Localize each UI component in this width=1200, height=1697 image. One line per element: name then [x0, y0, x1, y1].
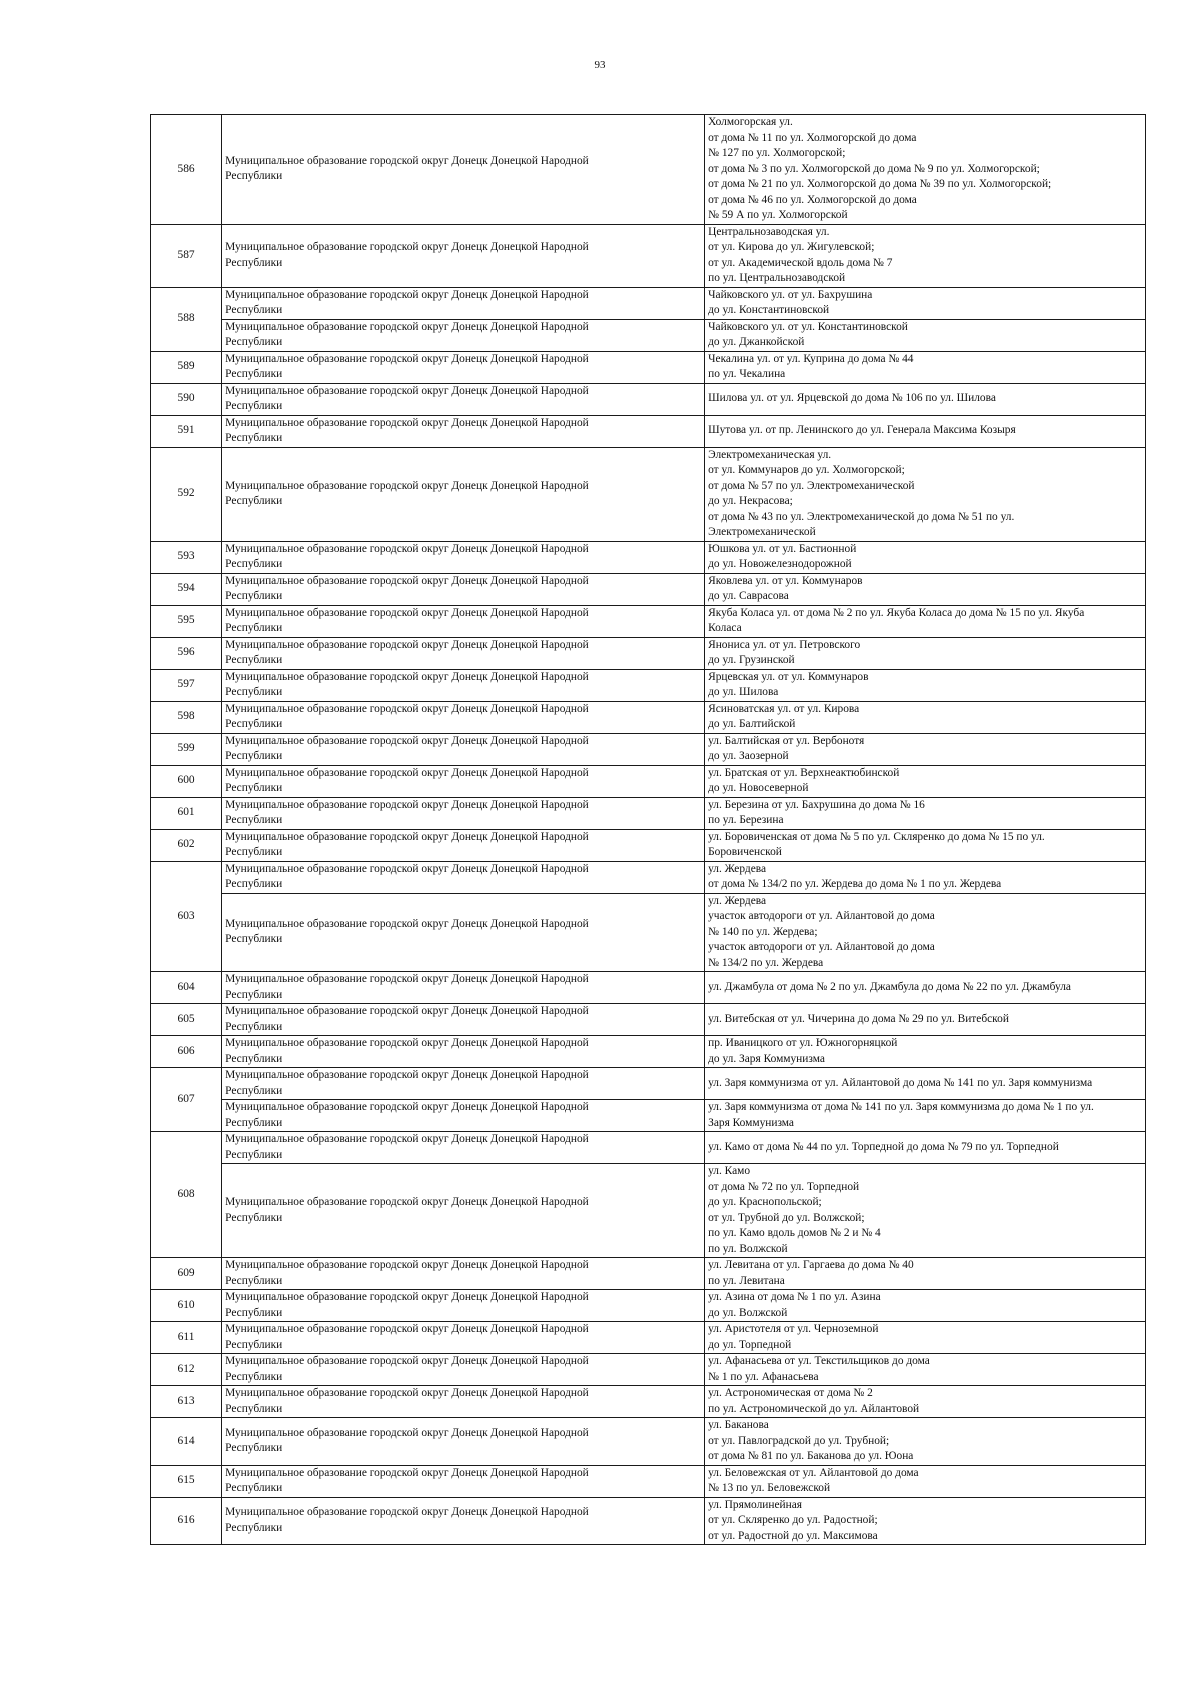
street-description-line: до ул. Грузинской — [708, 654, 795, 666]
street-description-cell — [705, 1497, 1146, 1545]
row-number: 611 — [151, 1322, 222, 1354]
municipality-line: Муниципальное образование городской округ Донецк Донецкой Народной — [225, 241, 589, 253]
page-number: 93 — [594, 59, 606, 71]
street-description-cell — [705, 115, 1146, 225]
table-row — [151, 415, 1146, 447]
street-description-line: по ул. Астрономической до ул. Айлантовой — [708, 1402, 920, 1415]
municipality-line: Республики — [225, 256, 283, 269]
street-description-cell — [705, 1132, 1146, 1164]
row-number: 598 — [151, 701, 222, 733]
street-description-line: Шилова ул. от ул. Ярцевской до дома № 106 по ул. Шилова — [708, 392, 996, 405]
municipality-line: Республики — [225, 170, 283, 183]
street-description-cell — [705, 701, 1146, 733]
street-description-line: ул. Боровиченская от дома № 5 по ул. Скляренко до дома № 15 по ул. — [708, 830, 1045, 843]
municipality-line: Республики — [225, 988, 283, 1001]
street-description-line: от ул. Павлоградской до ул. Трубной; — [708, 1434, 890, 1447]
municipality-line: Республики — [225, 622, 283, 634]
row-number: 616 — [151, 1497, 222, 1545]
street-description-line: от дома № 21 по ул. Холмогорской до дома № 39 по ул. Холмогорской; — [708, 178, 1052, 190]
row-number: 606 — [151, 1036, 222, 1068]
row-number: 597 — [151, 669, 222, 701]
table-row — [151, 1322, 1146, 1354]
municipality-cell — [222, 1465, 705, 1497]
street-description-line: № 59 А по ул. Холмогорской — [708, 209, 848, 221]
municipality-line: Республики — [225, 1338, 283, 1351]
street-description-line: ул. Заря коммунизма от ул. Айлантовой до дома № 141 по ул. Заря коммунизма — [708, 1076, 1093, 1089]
street-description-line: ул. Баканова — [708, 1419, 769, 1431]
municipality-line: Муниципальное образование городской округ Донецк Донецкой Народной — [225, 1196, 589, 1208]
table-row — [151, 541, 1146, 573]
street-description-cell — [705, 447, 1146, 541]
table-row — [151, 1100, 1146, 1132]
street-description-line: до ул. Шилова — [708, 686, 779, 698]
street-description-line: по ул. Левитана — [708, 1274, 785, 1287]
street-description-cell — [705, 1322, 1146, 1354]
table-row — [151, 829, 1146, 861]
street-description-line: ул. Заря коммунизма от дома № 141 по ул. Заря коммунизма до дома № 1 по ул. — [708, 1101, 1094, 1113]
municipality-cell — [222, 1418, 705, 1466]
street-description-line: ул. Витебская от ул. Чичерина до дома № 29 по ул. Витебской — [708, 1012, 1009, 1025]
street-description-cell — [705, 1290, 1146, 1322]
street-description-line: от ул. Трубной до ул. Волжской; — [708, 1211, 865, 1224]
municipality-cell — [222, 1132, 705, 1164]
municipality-line: Республики — [225, 1052, 283, 1065]
row-number: 608 — [151, 1132, 222, 1258]
street-description-line: ул. Братская от ул. Верхнеактюбинской — [708, 766, 900, 779]
municipality-line: Республики — [225, 1084, 283, 1097]
street-description-line: Ясиноватская ул. от ул. Кирова — [708, 702, 860, 715]
street-description-line: ул. Камо — [708, 1165, 751, 1177]
street-description-line: от ул. Коммунаров до ул. Холмогорской; — [708, 464, 905, 476]
row-number: 613 — [151, 1386, 222, 1418]
municipality-line: Республики — [225, 400, 283, 412]
municipality-line: Муниципальное образование городской округ Донецк Донецкой Народной — [225, 1355, 589, 1367]
street-description-line: участок автодороги от ул. Айлантовой до дома — [708, 941, 935, 953]
table-row — [151, 1036, 1146, 1068]
street-description-line: Чайковского ул. от ул. Константиновской — [708, 320, 908, 333]
municipality-line: Республики — [225, 782, 283, 794]
street-description-line: до ул. Саврасова — [708, 590, 789, 602]
municipality-line: Республики — [225, 1020, 283, 1033]
municipality-cell — [222, 797, 705, 829]
municipality-cell — [222, 861, 705, 893]
table-row — [151, 1354, 1146, 1386]
row-number: 612 — [151, 1354, 222, 1386]
municipality-cell — [222, 605, 705, 637]
municipality-line: Республики — [225, 1148, 283, 1161]
table-row — [151, 1004, 1146, 1036]
municipality-cell — [222, 1354, 705, 1386]
row-number: 593 — [151, 541, 222, 573]
row-number: 615 — [151, 1465, 222, 1497]
table-row — [151, 733, 1146, 765]
row-number: 595 — [151, 605, 222, 637]
municipality-line: Муниципальное образование городской округ Донецк Донецкой Народной — [225, 917, 589, 930]
row-number: 592 — [151, 447, 222, 541]
municipality-line: Муниципальное образование городской округ Донецк Донецкой Народной — [225, 1387, 589, 1399]
street-description-line: участок автодороги от ул. Айлантовой до дома — [708, 910, 935, 922]
street-description-cell — [705, 861, 1146, 893]
municipality-line: Муниципальное образование городской округ Донецк Донецкой Народной — [225, 798, 589, 811]
street-description-line: от ул. Кирова до ул. Жигулевской; — [708, 241, 875, 253]
municipality-line: Муниципальное образование городской округ Донецк Донецкой Народной — [225, 606, 589, 619]
street-description-line: ул. Прямолинейная — [708, 1498, 803, 1511]
street-description-line: от дома № 134/2 по ул. Жердева до дома № 1 по ул. Жердева — [708, 878, 1002, 890]
table-row — [151, 797, 1146, 829]
street-description-cell — [705, 605, 1146, 637]
street-description-line: Чекалина ул. от ул. Куприна до дома № 44 — [708, 352, 914, 365]
street-description-cell — [705, 415, 1146, 447]
municipality-cell — [222, 415, 705, 447]
row-number: 591 — [151, 415, 222, 447]
street-description-line: Заря Коммунизма — [708, 1116, 794, 1129]
street-description-cell — [705, 541, 1146, 573]
table-row — [151, 637, 1146, 669]
street-description-line: Чайковского ул. от ул. Бахрушина — [708, 288, 873, 301]
table-row — [151, 893, 1146, 972]
municipality-cell — [222, 1322, 705, 1354]
municipality-line: Республики — [225, 590, 283, 602]
street-description-cell — [705, 1164, 1146, 1258]
street-description-line: до ул. Константиновской — [708, 304, 830, 316]
street-description-cell — [705, 637, 1146, 669]
street-description-line: ул. Жердева — [708, 862, 767, 875]
row-number: 594 — [151, 573, 222, 605]
row-number: 600 — [151, 765, 222, 797]
table-row — [151, 972, 1146, 1004]
street-description-line: до ул. Волжской — [708, 1306, 788, 1319]
municipality-line: Муниципальное образование городской округ Донецк Донецкой Народной — [225, 384, 589, 397]
street-description-line: до ул. Заозерной — [708, 750, 789, 762]
row-number: 614 — [151, 1418, 222, 1466]
street-description-line: ул. Азина от дома № 1 по ул. Азина — [708, 1291, 881, 1303]
table-row — [151, 1465, 1146, 1497]
row-number: 604 — [151, 972, 222, 1004]
street-description-line: до ул. Некрасова; — [708, 495, 793, 507]
municipality-line: Муниципальное образование городской округ Донецк Донецкой Народной — [225, 320, 589, 333]
street-description-line: от дома № 11 по ул. Холмогорской до дома — [708, 131, 917, 144]
table-row — [151, 1290, 1146, 1322]
municipality-cell — [222, 1497, 705, 1545]
municipality-line: Республики — [225, 718, 283, 730]
street-description-line: до ул. Заря Коммунизма — [708, 1052, 825, 1065]
street-description-line: по ул. Чекалина — [708, 368, 786, 380]
municipality-cell — [222, 1386, 705, 1418]
municipality-line: Республики — [225, 495, 283, 507]
table-row — [151, 383, 1146, 415]
street-description-line: Центральнозаводская ул. — [708, 225, 830, 238]
row-number: 601 — [151, 797, 222, 829]
street-description-line: до ул. Краснопольской; — [708, 1196, 822, 1208]
street-description-line: по ул. Центральнозаводской — [708, 272, 846, 284]
municipality-line: Муниципальное образование городской округ Донецк Донецкой Народной — [225, 862, 589, 875]
municipality-line: Муниципальное образование городской округ Донецк Донецкой Народной — [225, 288, 589, 301]
street-description-line: Юшкова ул. от ул. Бастионной — [708, 542, 857, 555]
municipality-line: Муниципальное образование городской округ Донецк Донецкой Народной — [225, 542, 589, 555]
street-description-line: по ул. Березина — [708, 814, 784, 826]
street-description-cell — [705, 1258, 1146, 1290]
table-body — [151, 115, 1146, 1545]
street-description-line: ул. Жердева — [708, 894, 767, 907]
municipality-cell — [222, 1068, 705, 1100]
municipality-line: Муниципальное образование городской округ Донецк Донецкой Народной — [225, 479, 589, 492]
municipality-line: Муниципальное образование городской округ Донецк Донецкой Народной — [225, 1259, 589, 1271]
municipality-cell — [222, 1036, 705, 1068]
municipality-line: Республики — [225, 1402, 283, 1415]
municipality-line: Муниципальное образование городской округ Донецк Донецкой Народной — [225, 638, 589, 651]
street-description-cell — [705, 1465, 1146, 1497]
table-row — [151, 1132, 1146, 1164]
municipality-line: Муниципальное образование городской округ Донецк Донецкой Народной — [225, 830, 589, 843]
municipality-cell — [222, 351, 705, 383]
street-description-line: ул. Беловежская от ул. Айлантовой до дома — [708, 1466, 919, 1479]
municipality-line: Муниципальное образование городской округ Донецк Донецкой Народной — [225, 416, 589, 429]
municipality-line: Республики — [225, 1482, 283, 1494]
street-description-cell — [705, 319, 1146, 351]
street-description-cell — [705, 669, 1146, 701]
street-description-cell — [705, 287, 1146, 319]
street-description-line: по ул. Камо вдоль домов № 2 и № 4 — [708, 1227, 881, 1239]
street-description-line: по ул. Волжской — [708, 1242, 788, 1255]
street-description-line: № 13 по ул. Беловежской — [708, 1482, 831, 1494]
table-row — [151, 1386, 1146, 1418]
municipality-line: Республики — [225, 336, 283, 348]
street-description-line: Ярцевская ул. от ул. Коммунаров — [708, 670, 869, 683]
street-description-line: от дома № 81 по ул. Баканова до ул. Юона — [708, 1450, 914, 1462]
street-description-cell — [705, 972, 1146, 1004]
street-description-cell — [705, 351, 1146, 383]
municipality-cell — [222, 573, 705, 605]
street-description-cell — [705, 573, 1146, 605]
municipality-line: Муниципальное образование городской округ Донецк Донецкой Народной — [225, 1101, 589, 1113]
street-description-line: до ул. Джанкойской — [708, 336, 805, 348]
municipality-line: Муниципальное образование городской округ Донецк Донецкой Народной — [225, 1133, 589, 1145]
municipality-line: Республики — [225, 1306, 283, 1319]
municipality-cell — [222, 319, 705, 351]
municipality-line: Республики — [225, 1274, 283, 1287]
street-description-line: Янониса ул. от ул. Петровского — [708, 638, 861, 651]
municipality-cell — [222, 1004, 705, 1036]
street-description-cell — [705, 1004, 1146, 1036]
row-number: 602 — [151, 829, 222, 861]
municipality-line: Муниципальное образование городской округ Донецк Донецкой Народной — [225, 734, 589, 747]
municipality-cell — [222, 1290, 705, 1322]
street-description-line: от дома № 72 по ул. Торпедной — [708, 1180, 860, 1193]
municipality-cell — [222, 1164, 705, 1258]
table-row — [151, 1497, 1146, 1545]
municipality-line: Республики — [225, 1521, 283, 1534]
street-description-line: ул. Левитана от ул. Гаргаева до дома № 40 — [708, 1259, 914, 1271]
table-row — [151, 447, 1146, 541]
municipality-cell — [222, 115, 705, 225]
street-description-line: ул. Афанасьева от ул. Текстильщиков до дома — [708, 1355, 930, 1367]
municipality-cell — [222, 893, 705, 972]
row-number: 607 — [151, 1068, 222, 1132]
row-number: 590 — [151, 383, 222, 415]
municipality-line: Муниципальное образование городской округ Донецк Донецкой Народной — [225, 1466, 589, 1479]
municipality-line: Республики — [225, 933, 283, 946]
table-row — [151, 1068, 1146, 1100]
street-description-line: № 134/2 по ул. Жердева — [708, 956, 824, 969]
table-row — [151, 765, 1146, 797]
street-description-cell — [705, 1100, 1146, 1132]
table-row — [151, 115, 1146, 225]
street-description-line: ул. Камо от дома № 44 по ул. Торпедной до дома № 79 по ул. Торпедной — [708, 1140, 1059, 1153]
municipality-line: Муниципальное образование городской округ Донецк Донецкой Народной — [225, 154, 589, 167]
street-description-line: Якуба Коласа ул. от дома № 2 по ул. Якуба Коласа до дома № 15 по ул. Якуба — [708, 606, 1085, 619]
municipality-line: Муниципальное образование городской округ Донецк Донецкой Народной — [225, 1426, 589, 1439]
street-description-cell — [705, 797, 1146, 829]
table-row — [151, 224, 1146, 287]
street-description-line: от ул. Академической вдоль дома № 7 — [708, 256, 893, 269]
table-row — [151, 1258, 1146, 1290]
table-row — [151, 1418, 1146, 1466]
municipality-line: Республики — [225, 1211, 283, 1224]
street-description-line: Шутова ул. от пр. Ленинского до ул. Генерала Максима Козыря — [708, 424, 1016, 437]
street-description-cell — [705, 1036, 1146, 1068]
street-description-cell — [705, 765, 1146, 797]
municipality-line: Муниципальное образование городской округ Донецк Донецкой Народной — [225, 702, 589, 715]
municipality-cell — [222, 287, 705, 319]
street-description-line: от дома № 46 по ул. Холмогорской до дома — [708, 193, 917, 206]
street-description-line: ул. Березина от ул. Бахрушина до дома № 16 — [708, 798, 925, 811]
street-description-line: Боровиченской — [708, 846, 782, 858]
municipality-cell — [222, 829, 705, 861]
municipality-line: Республики — [225, 846, 283, 858]
street-description-cell — [705, 224, 1146, 287]
streets-table — [150, 114, 1146, 1545]
municipality-line: Республики — [225, 814, 283, 826]
municipality-cell — [222, 765, 705, 797]
street-description-line: Яковлева ул. от ул. Коммунаров — [708, 574, 863, 587]
table-row — [151, 319, 1146, 351]
row-number: 599 — [151, 733, 222, 765]
municipality-line: Муниципальное образование городской округ Донецк Донецкой Народной — [225, 574, 589, 587]
street-description-cell — [705, 1386, 1146, 1418]
municipality-line: Муниципальное образование городской округ Донецк Донецкой Народной — [225, 352, 589, 365]
row-number: 610 — [151, 1290, 222, 1322]
street-description-cell — [705, 383, 1146, 415]
street-description-line: от дома № 3 по ул. Холмогорской до дома № 9 по ул. Холмогорской; — [708, 162, 1040, 175]
street-description-line: до ул. Балтийской — [708, 718, 796, 730]
street-description-line: ул. Балтийская от ул. Вербонотя — [708, 734, 865, 747]
municipality-line: Муниципальное образование городской округ Донецк Донецкой Народной — [225, 1037, 589, 1049]
street-description-line: от дома № 43 по ул. Электромеханической до дома № 51 по ул. — [708, 510, 1015, 523]
table-row — [151, 605, 1146, 637]
street-description-cell — [705, 1418, 1146, 1466]
table-row — [151, 351, 1146, 383]
street-description-line: № 140 по ул. Жердева; — [708, 925, 818, 938]
municipality-cell — [222, 669, 705, 701]
municipality-line: Республики — [225, 1116, 283, 1129]
street-description-line: Холмогорская ул. — [708, 116, 793, 128]
municipality-line: Республики — [225, 1442, 283, 1455]
municipality-line: Республики — [225, 750, 283, 762]
row-number: 603 — [151, 861, 222, 972]
street-description-cell — [705, 1068, 1146, 1100]
table-row — [151, 573, 1146, 605]
municipality-cell — [222, 637, 705, 669]
street-description-line: от ул. Радостной до ул. Максимова — [708, 1529, 878, 1542]
table-row — [151, 669, 1146, 701]
row-number: 588 — [151, 287, 222, 351]
street-description-line: ул. Джамбула от дома № 2 по ул. Джамбула до дома № 22 по ул. Джамбула — [708, 980, 1071, 993]
municipality-line: Республики — [225, 686, 283, 698]
row-number: 605 — [151, 1004, 222, 1036]
municipality-line: Республики — [225, 878, 283, 890]
street-description-line: до ул. Новожелезнодорожной — [708, 558, 852, 570]
municipality-line: Республики — [225, 368, 283, 380]
table-row — [151, 1164, 1146, 1258]
row-number: 589 — [151, 351, 222, 383]
street-description-line: от дома № 57 по ул. Электромеханической — [708, 479, 915, 492]
municipality-line: Муниципальное образование городской округ Донецк Донецкой Народной — [225, 1069, 589, 1081]
street-description-line: до ул. Торпедной — [708, 1338, 792, 1351]
municipality-line: Муниципальное образование городской округ Донецк Донецкой Народной — [225, 1005, 589, 1017]
row-number: 586 — [151, 115, 222, 225]
municipality-line: Республики — [225, 432, 283, 444]
street-description-line: ул. Астрономическая от дома № 2 — [708, 1387, 873, 1399]
municipality-line: Муниципальное образование городской округ Донецк Донецкой Народной — [225, 1291, 589, 1303]
municipality-line: Республики — [225, 654, 283, 666]
row-number: 587 — [151, 224, 222, 287]
municipality-cell — [222, 224, 705, 287]
street-description-line: Электромеханическая ул. — [708, 448, 832, 461]
street-description-line: пр. Иваницкого от ул. Южногорняцкой — [708, 1037, 898, 1049]
street-description-line: от ул. Скляренко до ул. Радостной; — [708, 1514, 878, 1526]
municipality-cell — [222, 701, 705, 733]
municipality-line: Муниципальное образование городской округ Донецк Донецкой Народной — [225, 1506, 589, 1519]
municipality-line: Республики — [225, 304, 283, 316]
municipality-cell — [222, 1258, 705, 1290]
street-description-line: Коласа — [708, 622, 742, 634]
municipality-cell — [222, 447, 705, 541]
municipality-line: Муниципальное образование городской округ Донецк Донецкой Народной — [225, 670, 589, 683]
street-description-line: до ул. Новосеверной — [708, 782, 809, 794]
municipality-cell — [222, 733, 705, 765]
street-description-cell — [705, 893, 1146, 972]
table-row — [151, 861, 1146, 893]
municipality-line: Республики — [225, 558, 283, 570]
street-description-line: Электромеханической — [708, 526, 816, 538]
street-description-line: ул. Аристотеля от ул. Черноземной — [708, 1323, 879, 1335]
street-description-line: № 127 по ул. Холмогорской; — [708, 147, 846, 159]
table-row — [151, 701, 1146, 733]
municipality-line: Муниципальное образование городской округ Донецк Донецкой Народной — [225, 766, 589, 779]
street-description-cell — [705, 1354, 1146, 1386]
municipality-line: Муниципальное образование городской округ Донецк Донецкой Народной — [225, 1323, 589, 1335]
street-description-cell — [705, 733, 1146, 765]
row-number: 609 — [151, 1258, 222, 1290]
municipality-cell — [222, 972, 705, 1004]
street-description-cell — [705, 829, 1146, 861]
row-number: 596 — [151, 637, 222, 669]
street-description-line: № 1 по ул. Афанасьева — [708, 1370, 819, 1383]
table-row — [151, 287, 1146, 319]
municipality-line: Муниципальное образование городской округ Донецк Донецкой Народной — [225, 973, 589, 985]
municipality-cell — [222, 541, 705, 573]
municipality-cell — [222, 1100, 705, 1132]
municipality-line: Республики — [225, 1370, 283, 1383]
municipality-cell — [222, 383, 705, 415]
